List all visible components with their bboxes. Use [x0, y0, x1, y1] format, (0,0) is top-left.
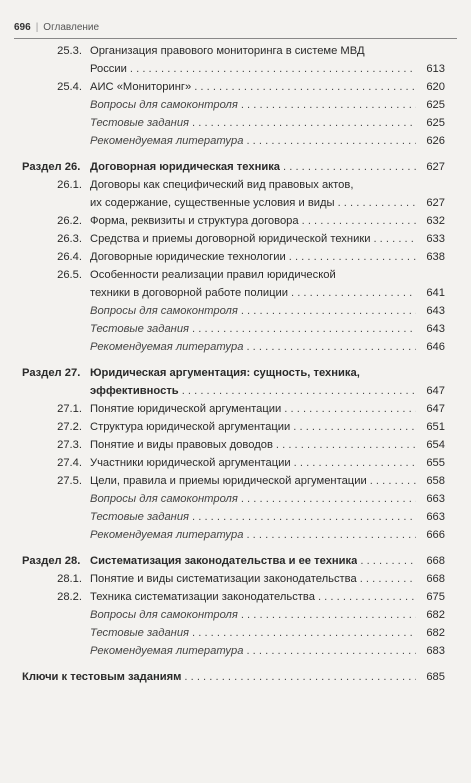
- entry-title: Понятие и виды правовых доводов: [90, 439, 273, 451]
- dot-leader: [302, 212, 416, 230]
- dot-leader: [246, 338, 416, 356]
- dot-leader: [192, 114, 416, 132]
- toc-section: [0, 552, 471, 570]
- dot-leader: [276, 436, 416, 454]
- entry-title: эффективность: [90, 385, 179, 397]
- entry-title: Тестовые задания: [90, 117, 190, 129]
- page-ref: 632: [426, 215, 445, 227]
- page-ref: 682: [426, 627, 445, 639]
- dot-leader: [318, 588, 416, 606]
- entry-number: 26.2.: [57, 215, 82, 227]
- dot-leader: [294, 454, 416, 472]
- entry-title: их содержание, существенные условия и виды: [90, 197, 335, 209]
- dot-leader: [246, 526, 416, 544]
- page-ref: 620: [426, 81, 445, 93]
- toc-aux-entry: [0, 606, 471, 624]
- entry-title: Техника систематизации законодательства: [90, 591, 315, 603]
- page-ref: 658: [426, 475, 445, 487]
- entry-title: Рекомендуемая литература: [90, 135, 244, 147]
- page-ref: 663: [426, 511, 445, 523]
- page-ref: 627: [426, 161, 445, 173]
- entry-title: Юридическая аргументация: сущность, техника,: [90, 367, 360, 379]
- dot-leader: [192, 508, 416, 526]
- entry-title: Договоры как специфический вид правовых актов,: [90, 179, 354, 191]
- entry-title: Систематизация законодательства и ее техника: [90, 555, 358, 567]
- toc-aux-entry: [0, 526, 471, 544]
- toc-aux-entry: [0, 302, 471, 320]
- header-separator: |: [35, 22, 39, 33]
- dot-leader: [289, 248, 416, 266]
- dot-leader: [184, 668, 416, 686]
- table-of-contents: [0, 42, 471, 686]
- entry-title: Тестовые задания: [90, 627, 190, 639]
- entry-number: 27.5.: [57, 475, 82, 487]
- toc-subsection: [0, 418, 471, 436]
- dot-leader: [293, 418, 416, 436]
- dot-leader: [370, 472, 416, 490]
- page-ref: 638: [426, 251, 445, 263]
- entry-title: техники в договорной работе полиции: [90, 287, 288, 299]
- toc-aux-entry: [0, 490, 471, 508]
- dot-leader: [241, 96, 416, 114]
- entry-title: Участники юридической аргументации: [90, 457, 291, 469]
- toc-subsection: [0, 588, 471, 606]
- entry-title: Рекомендуемая литература: [90, 341, 244, 353]
- running-title: Оглавление: [43, 22, 100, 33]
- toc-aux-entry: [0, 320, 471, 338]
- entry-title: Понятие юридической аргументации: [90, 403, 282, 415]
- header-rule: [14, 38, 457, 39]
- entry-number: 25.3.: [57, 45, 82, 57]
- entry-number: 26.1.: [57, 179, 82, 191]
- page-ref: 626: [426, 135, 445, 147]
- entry-title: Ключи к тестовым заданиям: [22, 671, 182, 683]
- page-ref: 675: [426, 591, 445, 603]
- dot-leader: [241, 302, 416, 320]
- toc-aux-entry: [0, 624, 471, 642]
- toc-aux-entry: [0, 132, 471, 150]
- section-number: Раздел 27.: [22, 367, 81, 379]
- toc-subsection: [0, 400, 471, 418]
- running-header: [14, 22, 99, 33]
- dot-leader: [373, 230, 416, 248]
- dot-leader: [338, 194, 416, 212]
- entry-title: Средства и приемы договорной юридической техники: [90, 233, 371, 245]
- dot-leader: [241, 606, 416, 624]
- toc-subsection: [0, 42, 471, 78]
- page-ref: 683: [426, 645, 445, 657]
- toc-aux-entry: [0, 508, 471, 526]
- entry-title: Вопросы для самоконтроля: [90, 305, 238, 317]
- page-ref: 666: [426, 529, 445, 541]
- dot-leader: [194, 78, 416, 96]
- entry-number: 28.2.: [57, 591, 82, 603]
- dot-leader: [130, 60, 416, 78]
- toc-section: [0, 668, 471, 686]
- entry-title: Рекомендуемая литература: [90, 645, 244, 657]
- entry-title: Рекомендуемая литература: [90, 529, 244, 541]
- entry-title: Договорная юридическая техника: [90, 161, 281, 173]
- entry-number: 27.1.: [57, 403, 82, 415]
- page-number: 696: [14, 22, 31, 33]
- page-ref: 641: [426, 287, 445, 299]
- dot-leader: [246, 642, 416, 660]
- dot-leader: [283, 158, 416, 176]
- toc-subsection: [0, 472, 471, 490]
- section-number: Раздел 28.: [22, 555, 81, 567]
- toc-subsection: [0, 230, 471, 248]
- section-gap: [0, 150, 471, 158]
- page-ref: 643: [426, 305, 445, 317]
- entry-number: 26.4.: [57, 251, 82, 263]
- toc-subsection: [0, 454, 471, 472]
- entry-title: Договорные юридические технологии: [90, 251, 286, 263]
- toc-aux-entry: [0, 96, 471, 114]
- dot-leader: [284, 400, 416, 418]
- dot-leader: [241, 490, 416, 508]
- dot-leader: [360, 570, 416, 588]
- entry-title: России: [90, 63, 127, 75]
- entry-title: Понятие и виды систематизации законодательства: [90, 573, 357, 585]
- toc-subsection: [0, 266, 471, 302]
- entry-number: 27.3.: [57, 439, 82, 451]
- dot-leader: [182, 382, 416, 400]
- entry-title: Цели, правила и приемы юридической аргументации: [90, 475, 367, 487]
- entry-number: 28.1.: [57, 573, 82, 585]
- page-ref: 647: [426, 385, 445, 397]
- toc-aux-entry: [0, 642, 471, 660]
- entry-title: Вопросы для самоконтроля: [90, 99, 238, 111]
- toc-subsection: [0, 248, 471, 266]
- entry-title: Организация правового мониторинга в системе МВД: [90, 45, 365, 57]
- page-ref: 682: [426, 609, 445, 621]
- page-ref: 643: [426, 323, 445, 335]
- page-ref: 647: [426, 403, 445, 415]
- toc-subsection: [0, 570, 471, 588]
- entry-number: 26.3.: [57, 233, 82, 245]
- entry-number: 27.2.: [57, 421, 82, 433]
- entry-number: 25.4.: [57, 81, 82, 93]
- toc-section: [0, 158, 471, 176]
- dot-leader: [291, 284, 416, 302]
- section-gap: [0, 544, 471, 552]
- page-ref: 651: [426, 421, 445, 433]
- entry-title: Тестовые задания: [90, 511, 190, 523]
- page-ref: 655: [426, 457, 445, 469]
- section-gap: [0, 660, 471, 668]
- entry-title: Тестовые задания: [90, 323, 190, 335]
- page-ref: 646: [426, 341, 445, 353]
- toc-subsection: [0, 78, 471, 96]
- page-ref: 668: [426, 555, 445, 567]
- toc-aux-entry: [0, 338, 471, 356]
- toc-subsection: [0, 176, 471, 212]
- entry-title: Особенности реализации правил юридической: [90, 269, 336, 281]
- entry-number: 26.5.: [57, 269, 82, 281]
- page-ref: 668: [426, 573, 445, 585]
- dot-leader: [246, 132, 416, 150]
- dot-leader: [360, 552, 416, 570]
- page-ref: 685: [426, 671, 445, 683]
- entry-title: АИС «Мониторинг»: [90, 81, 192, 93]
- entry-title: Вопросы для самоконтроля: [90, 609, 238, 621]
- section-number: Раздел 26.: [22, 161, 81, 173]
- toc-section: [0, 364, 471, 400]
- page-ref: 633: [426, 233, 445, 245]
- toc-aux-entry: [0, 114, 471, 132]
- entry-title: Вопросы для самоконтроля: [90, 493, 238, 505]
- page-ref: 625: [426, 99, 445, 111]
- page-ref: 663: [426, 493, 445, 505]
- toc-subsection: [0, 436, 471, 454]
- page-ref: 627: [426, 197, 445, 209]
- dot-leader: [192, 624, 416, 642]
- page-ref: 654: [426, 439, 445, 451]
- entry-title: Форма, реквизиты и структура договора: [90, 215, 299, 227]
- dot-leader: [192, 320, 416, 338]
- section-gap: [0, 356, 471, 364]
- entry-number: 27.4.: [57, 457, 82, 469]
- page-ref: 613: [426, 63, 445, 75]
- toc-subsection: [0, 212, 471, 230]
- page-ref: 625: [426, 117, 445, 129]
- entry-title: Структура юридической аргументации: [90, 421, 291, 433]
